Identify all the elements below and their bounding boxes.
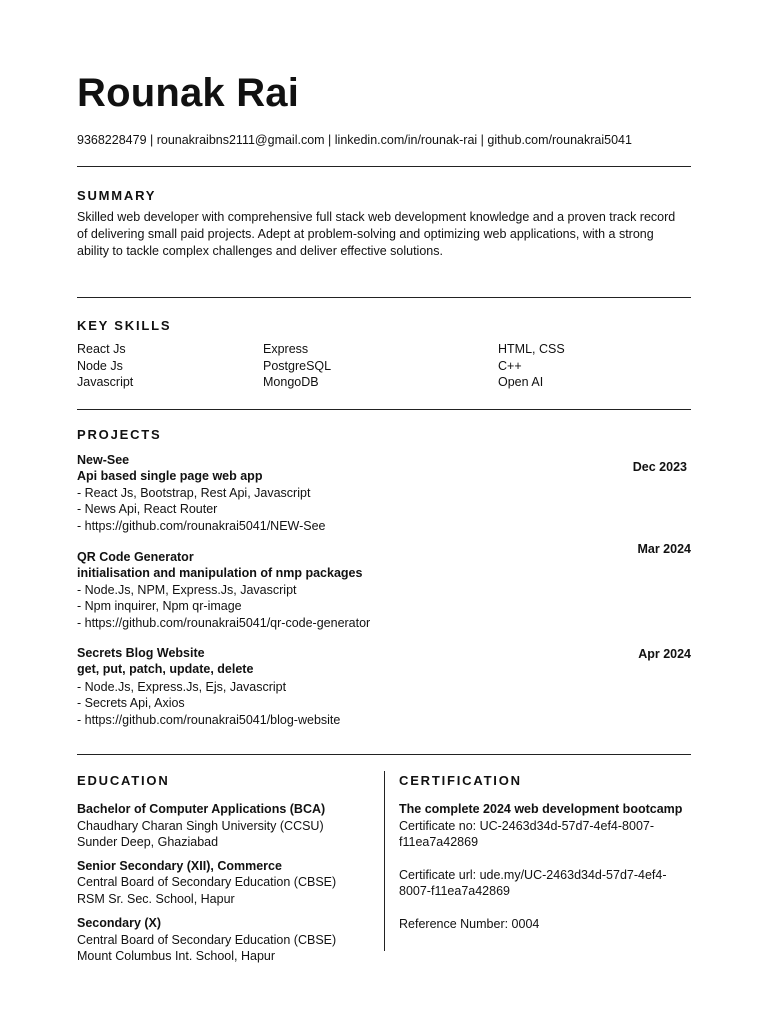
education-location: RSM Sr. Sec. School, Hapur bbox=[77, 891, 235, 906]
project-date: Mar 2024 bbox=[637, 542, 691, 556]
project-link: - https://github.com/rounakrai5041/blog-website bbox=[77, 712, 341, 727]
project-bullet: - Secrets Api, Axios bbox=[77, 696, 185, 711]
divider bbox=[77, 297, 691, 298]
skill-item: HTML, CSS bbox=[498, 342, 565, 356]
education-entry bbox=[77, 915, 373, 965]
education-institution: Chaudhary Charan Singh University (CCSU) bbox=[77, 818, 324, 833]
candidate-name: Rounak Rai bbox=[77, 71, 300, 115]
certification-section bbox=[399, 773, 691, 932]
skill-item: C++ bbox=[498, 358, 522, 373]
skills-column bbox=[263, 341, 331, 391]
project-bullet: - Npm inquirer, Npm qr-image bbox=[77, 599, 242, 614]
skill-item: React Js bbox=[77, 342, 126, 356]
education-location: Sunder Deep, Ghaziabad bbox=[77, 835, 219, 849]
summary-text: Skilled web developer with comprehensive full stack web development knowledge and a proven track record of delivering small paid projects. Adept at problem-solving and optimizing web applications, with a strong ability to tackle complex challenges and deliver effective solutions. bbox=[77, 210, 676, 258]
project-subtitle: get, put, patch, update, delete bbox=[77, 662, 254, 677]
skill-item: MongoDB bbox=[263, 375, 319, 389]
education-heading: EDUCATION bbox=[77, 773, 170, 788]
project-bullet: - Node.Js, Express.Js, Ejs, Javascript bbox=[77, 679, 287, 694]
column-divider bbox=[384, 771, 385, 951]
certificate-number: f11ea7a42869 bbox=[399, 835, 479, 849]
skills-grid bbox=[77, 341, 691, 393]
education-entry bbox=[77, 858, 373, 908]
certificate-url: Certificate url: ude.my/UC-2463d34d-57d7-4ef4- bbox=[399, 867, 667, 882]
project-entry bbox=[77, 452, 691, 532]
project-entry bbox=[77, 542, 691, 630]
summary-heading: SUMMARY bbox=[77, 188, 157, 203]
education-degree: Senior Secondary (XII), Commerce bbox=[77, 858, 282, 873]
projects-heading: PROJECTS bbox=[77, 427, 162, 442]
project-subtitle: initialisation and manipulation of nmp packages bbox=[77, 566, 363, 581]
project-link: - https://github.com/rounakrai5041/qr-code-generator bbox=[77, 615, 371, 630]
education-degree: Bachelor of Computer Applications (BCA) bbox=[77, 802, 326, 816]
project-title: New-See bbox=[77, 453, 130, 467]
education-location: Mount Columbus Int. School, Hapur bbox=[77, 949, 276, 963]
skill-item: Open AI bbox=[498, 375, 544, 389]
divider bbox=[77, 409, 691, 410]
project-date: Apr 2024 bbox=[638, 647, 691, 661]
project-bullet: - Node.Js, NPM, Express.Js, Javascript bbox=[77, 582, 297, 597]
contact-line: 9368228479 | rounakraibns2111@gmail.com | linkedin.com/in/rounak-rai | github.com/rounakrai5041 bbox=[77, 133, 632, 147]
certification-title: The complete 2024 web development bootcamp bbox=[399, 802, 683, 816]
project-bullet: - React Js, Bootstrap, Rest Api, Javascript bbox=[77, 485, 311, 500]
skill-item: Express bbox=[263, 342, 309, 356]
education-institution: Central Board of Secondary Education (CBSE) bbox=[77, 875, 337, 889]
skills-heading: KEY SKILLS bbox=[77, 318, 172, 333]
certificate-url: 8007-f11ea7a42869 bbox=[399, 884, 510, 898]
project-entry bbox=[77, 645, 691, 731]
project-title: Secrets Blog Website bbox=[77, 646, 205, 660]
certificate-number: Certificate no: UC-2463d34d-57d7-4ef4-8007- bbox=[399, 818, 655, 833]
skills-column bbox=[498, 341, 565, 391]
skill-item: Node Js bbox=[77, 358, 123, 373]
divider bbox=[77, 754, 691, 755]
skill-item: PostgreSQL bbox=[263, 358, 332, 373]
project-date: Dec 2023 bbox=[632, 460, 687, 474]
certification-heading: CERTIFICATION bbox=[399, 773, 522, 788]
project-bullet: - News Api, React Router bbox=[77, 502, 218, 517]
skills-column bbox=[77, 341, 133, 391]
project-title: QR Code Generator bbox=[77, 550, 194, 564]
education-degree: Secondary (X) bbox=[77, 916, 162, 930]
project-subtitle: Api based single page web app bbox=[77, 469, 263, 484]
divider bbox=[77, 166, 691, 167]
reference-number: Reference Number: 0004 bbox=[399, 916, 540, 931]
education-entry bbox=[77, 801, 373, 851]
education-section bbox=[77, 773, 373, 965]
education-institution: Central Board of Secondary Education (CBSE) bbox=[77, 932, 337, 947]
project-link: - https://github.com/rounakrai5041/NEW-See bbox=[77, 518, 326, 533]
skill-item: Javascript bbox=[77, 375, 134, 389]
